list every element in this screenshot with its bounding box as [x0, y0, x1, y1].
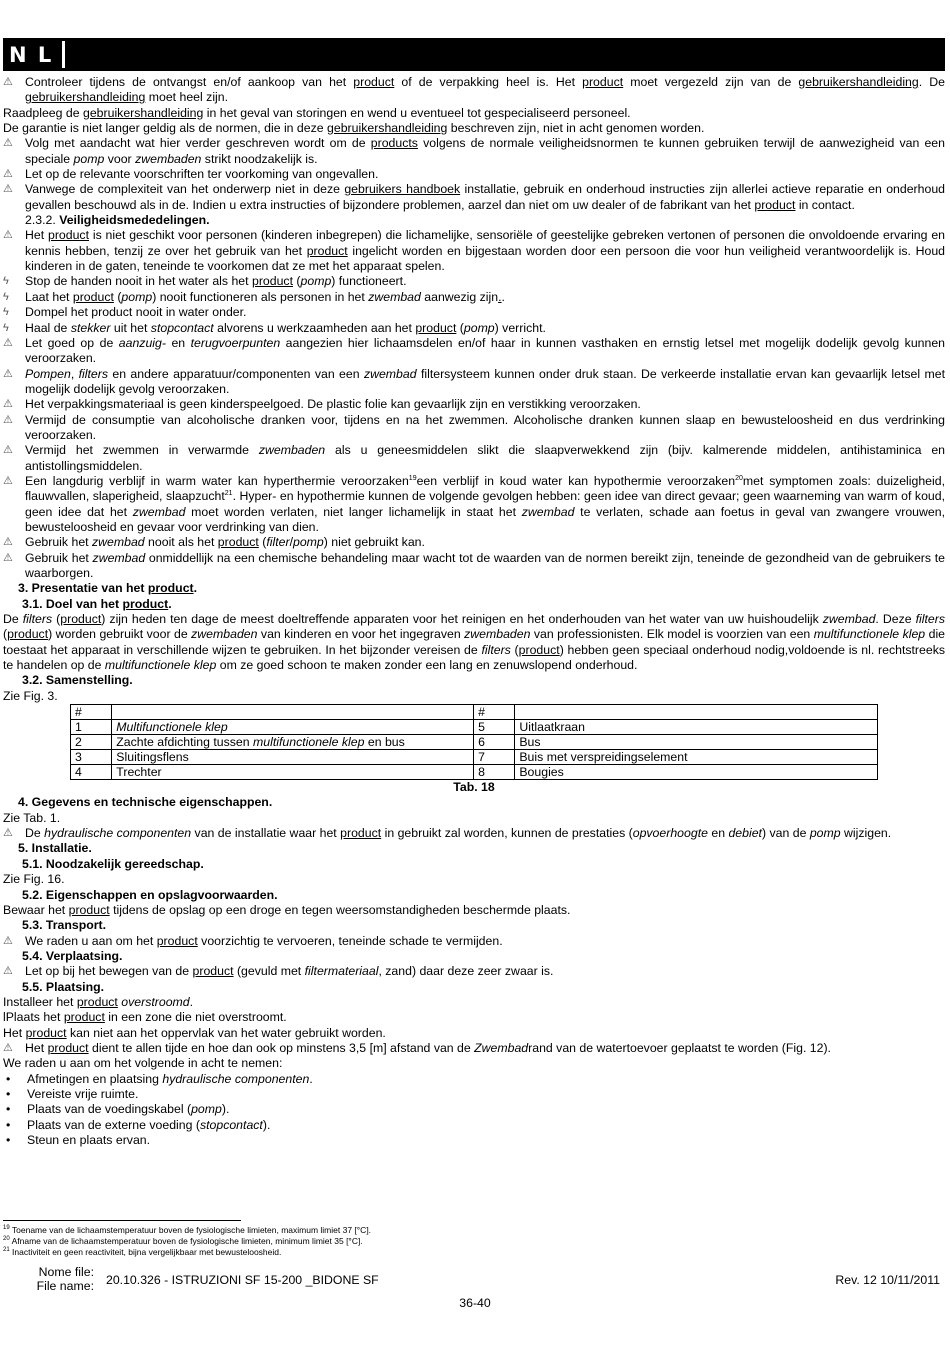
footnote-number: 20	[3, 1236, 10, 1243]
footer-label-nome: Nome file:	[38, 1265, 94, 1279]
footnote-number: 19	[3, 1225, 10, 1232]
table-cell: Multifunctionele klep	[112, 720, 474, 735]
footer-label-file: File name:	[36, 1279, 94, 1293]
electrical-warning-paragraph	[3, 290, 945, 305]
section-heading: 5.3. Transport.	[22, 918, 107, 933]
warning-triangle-icon: ⚠	[3, 168, 13, 181]
paragraph-text: De hydraulische componenten van de installatie waar het product in gebruikt zal worden, kunnen de prestaties (opvoerhoogte en debiet) van de pomp wijzigen.	[25, 826, 892, 841]
table-cell: 8	[474, 765, 515, 780]
paragraph-text: Let op bij het bewegen van de product (gevuld met filtermateriaal, zand) daar deze zeer zwaar is.	[25, 964, 554, 979]
warning-paragraph	[3, 1041, 945, 1056]
warning-triangle-icon: ⚠	[3, 413, 13, 426]
table-cell: 3	[71, 750, 112, 765]
warning-paragraph	[3, 397, 945, 412]
table-row	[71, 765, 878, 780]
warning-paragraph	[3, 228, 945, 274]
table-cell: #	[474, 705, 515, 720]
paragraph: Installeer het product overstroomd.	[3, 994, 194, 1009]
section-heading: 2.3.2. Veiligheidsmededelingen.	[25, 213, 210, 228]
electrical-warning-paragraph	[3, 274, 945, 289]
warning-paragraph	[3, 75, 945, 106]
bullet-item: • Plaats van de externe voeding (stopcontact).	[3, 1118, 945, 1133]
warning-paragraph	[3, 336, 945, 367]
warning-triangle-icon: ⚠	[3, 367, 13, 380]
table-cell: 1	[71, 720, 112, 735]
bullet-item: • Vereiste vrije ruimte.	[3, 1087, 945, 1102]
warning-triangle-icon: ⚠	[3, 76, 13, 88]
warning-paragraph	[3, 826, 945, 841]
paragraph-text: Controleer tijdens de ontvangst en/of aankoop van het product of de verpakking heel is. Het product moet vergezeld zijn van de gebruikershandleiding. De gebruikershandleiding moet heel zijn.	[25, 75, 945, 105]
table-row	[71, 735, 878, 750]
table-cell: Bus	[515, 735, 878, 750]
warning-paragraph	[3, 367, 945, 398]
section-heading: 5.1. Noodzakelijk gereedschap.	[22, 856, 204, 871]
table-cell: Uitlaatkraan	[515, 720, 878, 735]
paragraph-text: Pompen, filters en andere apparatuur/componenten van een zwembad filtersysteem kunnen onder druk staan. De verkeerde installatie ervan kan gevaarlijk letsel met mogelijk dodelijk gevolg veroorzaken.	[25, 366, 945, 396]
table-cell: 4	[71, 765, 112, 780]
bullet-item: • Steun en plaats ervan.	[3, 1133, 945, 1148]
footer-filename: 20.10.326 - ISTRUZIONI SF 15-200 _BIDONE SF	[106, 1273, 379, 1287]
paragraph-text: Vermijd de consumptie van alcoholische dranken voor, tijdens en na het zwemmen. Alcoholische dranken kunnen slaap en bewusteloosheid en dus verdrinking veroorzaken.	[25, 412, 945, 442]
section-heading: 5.5. Plaatsing.	[22, 979, 105, 994]
section-heading: 3.2. Samenstelling.	[22, 673, 133, 688]
paragraph-text: Gebruik het zwembad onmiddellijk na een chemische behandeling maar wacht tot de waarden van de normen bereikt zijn, teneinde de gezondheid van de gebruikers te waarborgen.	[25, 550, 945, 580]
footnote-number: 21	[3, 1247, 10, 1254]
paragraph-text: Let op de relevante voorschriften ter voorkoming van ongevallen.	[25, 167, 379, 182]
warning-triangle-icon: ⚠	[3, 444, 13, 457]
warning-paragraph	[3, 443, 945, 474]
paragraph: Raadpleeg de gebruikershandleiding in het geval van storingen en wend u eventueel tot gespecialiseerd personeel.	[3, 105, 631, 120]
paragraph: Het product kan niet aan het oppervlak van het water gebruikt worden.	[3, 1025, 386, 1040]
table-caption: Tab. 18	[453, 780, 495, 795]
electrical-hazard-icon: ϟ	[3, 321, 9, 334]
table-cell	[112, 705, 474, 720]
electrical-hazard-icon: ϟ	[3, 275, 9, 288]
bullet-item: • Plaats van de voedingskabel (pomp).	[3, 1102, 945, 1117]
table-row	[71, 750, 878, 765]
warning-paragraph	[3, 964, 945, 979]
warning-triangle-icon: ⚠	[3, 229, 13, 242]
section-heading: 3. Presentatie van het product.	[18, 581, 198, 596]
components-table	[70, 704, 878, 780]
paragraph-text: Het verpakkingsmateriaal is geen kinderspeelgoed. De plastic folie kan gevaarlijk zijn en verstikking veroorzaken.	[25, 397, 641, 412]
warning-triangle-icon: ⚠	[3, 965, 13, 978]
table-cell: #	[71, 705, 112, 720]
footnote-text: Inactiviteit en geen reactiviteit, bijna vergelijkbaar met bewusteloosheid.	[9, 1247, 282, 1257]
language-banner	[3, 38, 945, 71]
paragraph: De filters (product) zijn heden ten dage de meest doeltreffende apparaten voor het reinigen en het onderhouden van het water van uw huishoudelijk zwembad. Deze filters (product) worden gebruikt voor de zwembaden van kinderen en voor het ingegraven zwembaden van professionisten. Elk model is voorzien van een multifunctionele klep die toestaat het apparaat in verschillende wijzen te gebruiken. In het bijzonder vereisen de filters (product) hebben geen speciaal onderhoud nodig,voldoende is nl. rechtstreeks te handelen op de multifunctionele klep om ze goed schoon te maken zonder een lang en zenuwslopend onderhoud.	[3, 612, 946, 673]
bullet-item: • Afmetingen en plaatsing hydraulische componenten.	[3, 1072, 945, 1087]
paragraph-text: Het product dient te allen tijde en hoe dan ook op minstens 3,5 [m] afstand van de Zwembadrand van de watertoevoer geplaatst te worden (Fig. 12).	[25, 1040, 831, 1055]
paragraph: Bewaar het product tijdens de opslag op een droge en tegen weersomstandigheden beschermde plaats.	[3, 902, 571, 917]
warning-triangle-icon: ⚠	[3, 336, 13, 349]
table-cell	[515, 705, 878, 720]
warning-triangle-icon: ⚠	[3, 137, 13, 150]
table-cell: Bougies	[515, 765, 878, 780]
footnote	[3, 1225, 371, 1236]
table-cell: 7	[474, 750, 515, 765]
table-cell: 2	[71, 735, 112, 750]
table-cell: 6	[474, 735, 515, 750]
warning-paragraph	[3, 182, 945, 213]
paragraph: lPlaats het product in een zone die niet overstroomt.	[3, 1010, 287, 1025]
paragraph-text: Haal de stekker uit het stopcontact alvorens u werkzaamheden aan het product (pomp) verricht.	[25, 320, 546, 335]
table-header-row	[71, 705, 878, 720]
electrical-hazard-icon: ϟ	[3, 290, 9, 303]
footer-revision: Rev. 12 10/11/2011	[835, 1273, 940, 1287]
paragraph: Zie Fig. 16.	[3, 872, 65, 887]
section-heading: 4. Gegevens en technische eigenschappen.	[18, 795, 273, 810]
paragraph-text: Let goed op de aanzuig- en terugvoerpunten aangezien hier lichaamsdelen en/of haar in kunnen vasthaken en ernstig letsel met mogelijk dodelijk gevolg kunnen veroorzaken.	[25, 335, 946, 366]
warning-paragraph	[3, 474, 945, 535]
warning-triangle-icon: ⚠	[3, 551, 13, 564]
table-cell: Sluitingsflens	[112, 750, 474, 765]
paragraph-text: Laat het product (pomp) nooit functioneren als personen in het zwembad aanwezig zijn..	[25, 289, 505, 304]
paragraph-text: Dompel het product nooit in water onder.	[25, 305, 247, 320]
section-heading: 3.1. Doel van het product.	[22, 596, 172, 611]
paragraph: De garantie is niet langer geldig als de normen, die in deze gebruikershandleiding beschreven zijn, niet in acht genomen worden.	[3, 121, 705, 136]
paragraph: Zie Tab. 1.	[3, 810, 61, 825]
warning-triangle-icon: ⚠	[3, 398, 13, 411]
paragraph: We raden u aan om het volgende in acht te nemen:	[3, 1056, 283, 1071]
footnote-text: Toename van de lichaamstemperatuur boven de fysiologische limieten, maximum limiet 37 [°C].	[9, 1225, 372, 1235]
document-body	[3, 75, 945, 1148]
paragraph: Zie Fig. 3.	[3, 688, 58, 703]
warning-paragraph	[3, 934, 945, 949]
paragraph-text: Vermijd het zwemmen in verwarmde zwembaden als u geneesmiddelen slikt die slaapverwekkend zijn (bijv. kalmerende middelen, antihistaminica en antistollingsmiddelen.	[25, 443, 945, 473]
paragraph-text: Het product is niet geschikt voor personen (kinderen inbegrepen) die lichamelijke, sensoriële of geestelijke gebreken vertonen of personen die onvoldoende ervaring en kennis hebben, tenzij ze over het gebruik van het product ingelicht worden en bijgestaan worden door een persoon die voor hun veiligheid verantwoordelijk is. Houd kinderen in de gaten, teneinde te voorkomen dat ze met het apparaat spelen.	[25, 228, 945, 274]
table-cell: 5	[474, 720, 515, 735]
paragraph-text: Gebruik het zwembad nooit als het product (filter/pomp) niet gebruikt kan.	[25, 535, 425, 550]
paragraph-text: We raden u aan om het product voorzichtig te vervoeren, teneinde schade te vermijden.	[25, 933, 503, 948]
electrical-hazard-icon: ϟ	[3, 306, 9, 319]
footnote-text: Afname van de lichaamstemperatuur boven de fysiologische limieten, minimum limiet 35 [°C].	[9, 1236, 363, 1246]
warning-paragraph	[3, 167, 945, 182]
table-cell: Buis met verspreidingselement	[515, 750, 878, 765]
language-code: N L	[3, 38, 65, 71]
warning-paragraph	[3, 551, 945, 582]
footnote	[3, 1247, 281, 1258]
section-heading: 5.2. Eigenschappen en opslagvoorwaarden.	[22, 887, 278, 902]
page-number: 36-40	[459, 1296, 491, 1310]
page	[3, 38, 945, 1148]
warning-triangle-icon: ⚠	[3, 183, 13, 196]
electrical-warning-paragraph	[3, 321, 945, 336]
table-row	[71, 720, 878, 735]
warning-triangle-icon: ⚠	[3, 934, 13, 947]
footnote-divider	[3, 1220, 241, 1221]
paragraph-text: Een langdurig verblijf in warm water kan hyperthermie veroorzaken$^{19}$een verblijf in koud water kan hypothermie veroorzaken$^{20}$met symptomen zoals: duizeligheid, flauwvallen, slaperigheid, slaapzucht$^{21}$. Hyper- en hypothermie kunnen de volgende gevolgen hebben: geen idee van direct gevaar; geen waarneming van warm of koud, geen idee dat het zwembad moet worden verlaten, niet langer lichamelijk in staat het zwembad te verlaten, schade aan foetus in geval van zwangere vrouwen, bewusteloosheid en gevaar voor verdrinking van dien.	[25, 473, 945, 534]
section-heading: 5. Installatie.	[18, 841, 92, 856]
warning-paragraph	[3, 413, 945, 444]
warning-paragraph	[3, 136, 945, 167]
paragraph-text: Vanwege de complexiteit van het onderwerp niet in deze gebruikers handboek installatie, gebruik en onderhoud instructies zijn allerlei actieve reparatie en onderhoud gevallen beschouwd als in de. Indien u extra instructies of bijzondere problemen, aarzel dan niet om uw dealer of de fabrikant van het product in contact.	[25, 182, 945, 212]
warning-triangle-icon: ⚠	[3, 1041, 13, 1054]
table-cell: Zachte afdichting tussen multifunctionele klep en bus	[112, 735, 474, 750]
warning-triangle-icon: ⚠	[3, 474, 13, 487]
section-heading: 5.4. Verplaatsing.	[22, 948, 123, 963]
table-cell: Trechter	[112, 765, 474, 780]
footnote	[3, 1236, 363, 1247]
warning-paragraph	[3, 535, 945, 550]
components-table-block	[3, 704, 945, 795]
electrical-warning-paragraph	[3, 305, 945, 320]
paragraph-text: Volg met aandacht wat hier verder geschreven wordt om de products volgens de normale veiligheidsnormen te kunnen gebruiken terwijl de aanwezigheid van een speciale pomp voor zwembaden strikt noodzakelijk is.	[25, 136, 945, 166]
warning-triangle-icon: ⚠	[3, 536, 13, 549]
warning-triangle-icon: ⚠	[3, 827, 13, 840]
paragraph-text: Stop de handen nooit in het water als het product (pomp) functioneert.	[25, 274, 407, 289]
